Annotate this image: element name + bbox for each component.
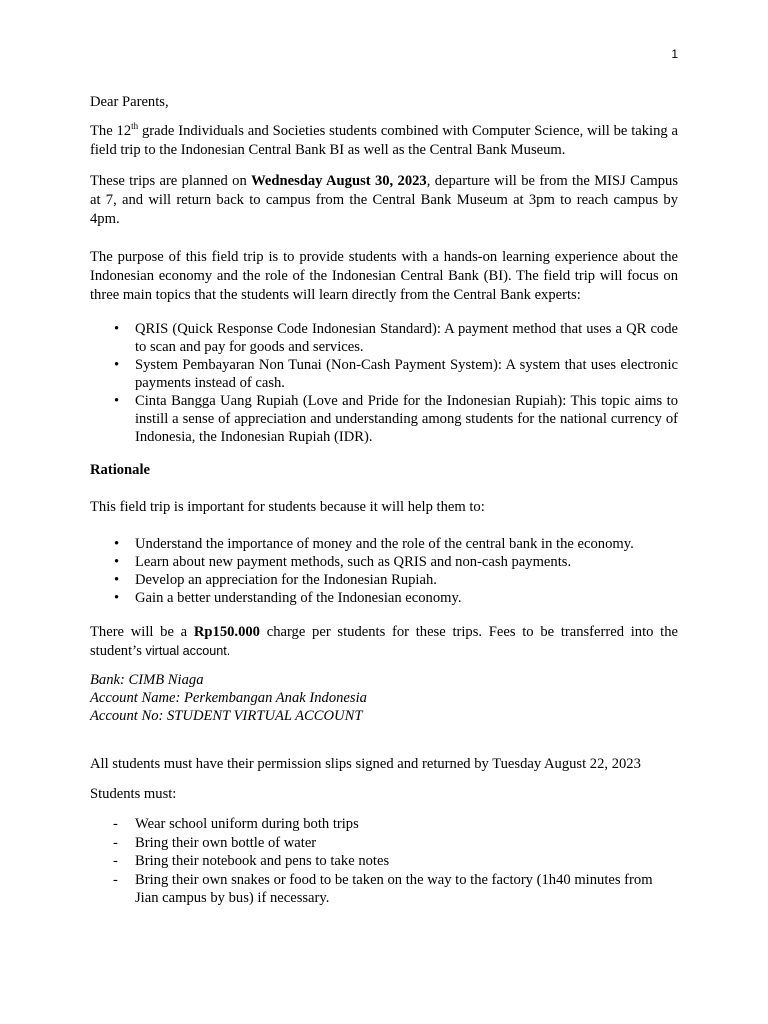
page-number: 1 xyxy=(671,47,678,61)
bank-name: Bank: CIMB Niaga xyxy=(90,672,204,688)
list-item: • Develop an appreciation for the Indonesian Rupiah. xyxy=(90,571,678,589)
greeting: Dear Parents, xyxy=(90,94,169,110)
list-item: - Wear school uniform during both trips xyxy=(90,815,678,834)
list-item: - Bring their own bottle of water xyxy=(90,834,678,853)
purpose-paragraph: The purpose of this field trip is to provide students with a hands-on learning experience about the Indonesian economy and the role of the Indonesian Central Bank (BI). The field trip will focus on three main topics that the students will learn directly from the Central Bank experts: xyxy=(90,249,678,303)
bank-details xyxy=(90,671,367,725)
topics-list xyxy=(90,320,678,446)
requirements-list xyxy=(90,815,678,908)
account-number: Account No: STUDENT VIRTUAL ACCOUNT xyxy=(90,708,363,724)
fee-amount: Rp150.000 xyxy=(193,624,260,640)
rationale-intro: This field trip is important for students because it will help them to: xyxy=(90,499,485,515)
list-item: - Bring their own snakes or food to be taken on the way to the factory (1h40 minutes from Jian campus by bus) if necessary. xyxy=(90,871,678,908)
trip-date: Wednesday August 30, 2023 xyxy=(251,173,427,189)
permission-paragraph: All students must have their permission slips signed and returned by Tuesday August 22, 2023 xyxy=(90,756,641,772)
rationale-heading: Rationale xyxy=(90,462,150,478)
schedule-paragraph: These trips are planned on Wednesday August 30, 2023, departure will be from the MISJ Campus at 7, and will return back to campus from the Central Bank Museum at 3pm to reach campus by 4pm. xyxy=(90,173,679,227)
account-name: Account Name: Perkembangan Anak Indonesia xyxy=(90,690,367,706)
list-item: - Bring their notebook and pens to take notes xyxy=(90,852,678,871)
list-item: • Understand the importance of money and the role of the central bank in the economy. xyxy=(90,535,678,553)
fee-paragraph: There will be a Rp150.000 charge per students for these trips. Fees to be transferred into the student’s virtual account. xyxy=(90,624,678,659)
students-must: Students must: xyxy=(90,786,177,802)
list-item: • System Pembayaran Non Tunai (Non-Cash Payment System): A system that uses electronic payments instead of cash. xyxy=(90,356,678,392)
list-item: • Gain a better understanding of the Indonesian economy. xyxy=(90,589,678,607)
rationale-list xyxy=(90,535,678,607)
list-item: • Learn about new payment methods, such as QRIS and non-cash payments. xyxy=(90,553,678,571)
list-item: • Cinta Bangga Uang Rupiah (Love and Pride for the Indonesian Rupiah): This topic aims to instill a sense of appreciation and understanding among students for the national currency of Indonesia, the Indonesian Rupiah (IDR). xyxy=(90,392,678,446)
list-item: • QRIS (Quick Response Code Indonesian Standard): A payment method that uses a QR code to scan and pay for goods and services. xyxy=(90,320,678,356)
intro-paragraph: The 12th grade Individuals and Societies students combined with Computer Science, will be taking a field trip to the Indonesian Central Bank BI as well as the Central Bank Museum. xyxy=(90,121,678,158)
